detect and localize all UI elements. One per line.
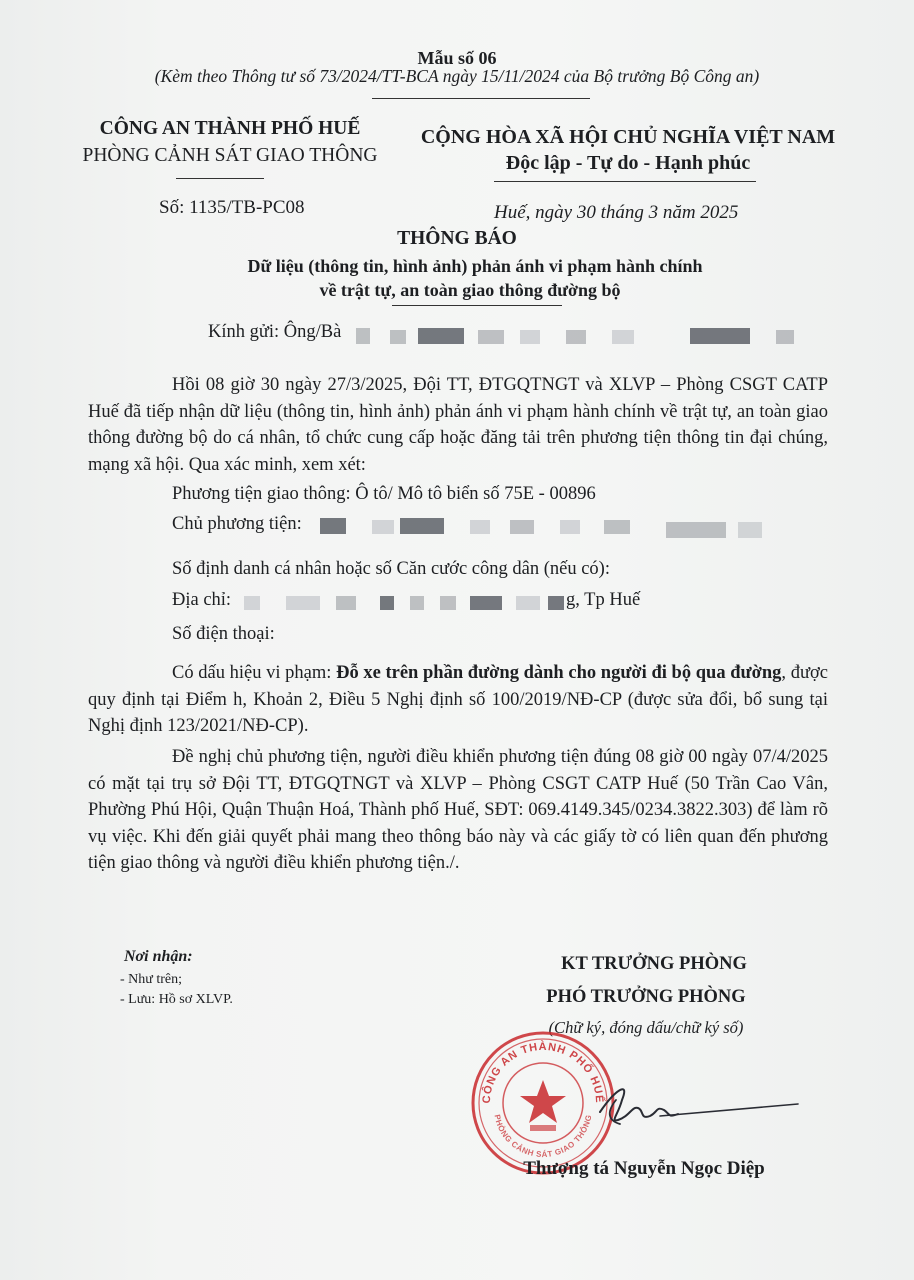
seal-text-bottom: PHÒNG CẢNH SÁT GIAO THÔNG — [492, 1113, 594, 1160]
owner-label: Chủ phương tiện: — [172, 514, 302, 534]
motto-underline — [494, 181, 756, 182]
intro-text: Hồi 08 giờ 30 ngày 27/3/2025, Đội TT, ĐTGQTNGT và XLVP – Phòng CSGT CATP Huế đã tiếp nhận dữ liệu (thông tin, hình ảnh) phản ánh vi phạm hành chính về trật tự, an toàn giao thông đường bộ do cá nhân, tổ chức cung cấp hoặc đăng tải trên phương tiện thông tin đại chúng, mạng xã hội. Qua xác minh, xem xét: — [88, 375, 828, 475]
salutation: Kính gửi: Ông/Bà — [208, 322, 342, 342]
document-number: Số: 1135/TB-PC08 — [159, 197, 305, 218]
violation-legal-basis: , được quy định tại Điểm h, Khoản 2, Điều 5 Nghị định số 100/2019/NĐ-CP (được sửa đổi, bổ sung tại Nghị định 123/2021/NĐ-CP). — [88, 663, 828, 736]
place-and-date: Huế, ngày 30 tháng 3 năm 2025 — [494, 202, 739, 223]
signature-title-2: PHÓ TRƯỞNG PHÒNG — [546, 987, 746, 1007]
address-label: Địa chỉ: — [172, 590, 232, 610]
title-underline — [392, 305, 562, 306]
seal-text-top: CÔNG AN THÀNH PHỐ HUẾ — [480, 1040, 606, 1104]
signer-name: Thượng tá Nguyễn Ngọc Diệp — [523, 1158, 765, 1179]
phone-label: Số điện thoại: — [172, 624, 275, 644]
national-motto: Độc lập - Tự do - Hạnh phúc — [505, 152, 751, 174]
violation-paragraph — [88, 660, 828, 740]
handwritten-signature — [560, 1070, 810, 1140]
form-reference: (Kèm theo Thông tư số 73/2024/TT-BCA ngày 15/11/2024 của Bộ trưởng Bộ Công an) — [154, 66, 760, 86]
form-number: Mẫu số 06 — [417, 48, 497, 68]
vehicle-info: Phương tiện giao thông: Ô tô/ Mô tô biển số 75E - 00896 — [172, 484, 596, 504]
recipient-item: - Lưu: Hồ sơ XLVP. — [120, 992, 233, 1007]
signature-title-1: KT TRƯỞNG PHÒNG — [561, 954, 747, 974]
signature-note: (Chữ ký, đóng dấu/chữ ký số) — [548, 1018, 744, 1037]
department-name: PHÒNG CẢNH SÁT GIAO THÔNG — [82, 145, 378, 166]
notice-subtitle-2: về trật tự, an toàn giao thông đường bộ — [319, 280, 621, 300]
recipient-item: - Như trên; — [120, 972, 183, 987]
notice-subtitle-1: Dữ liệu (thông tin, hình ảnh) phản ánh vi phạm hành chính — [247, 256, 703, 276]
recipients-title: Nơi nhận: — [124, 948, 193, 965]
request-paragraph — [88, 744, 828, 877]
agency-name: CÔNG AN THÀNH PHỐ HUẾ — [99, 118, 361, 139]
intro-paragraph — [88, 372, 828, 478]
nation-name: CỘNG HÒA XÃ HỘI CHỦ NGHĨA VIỆT NAM — [420, 126, 836, 148]
request-text: Đề nghị chủ phương tiện, người điều khiển phương tiện đúng 08 giờ 00 ngày 07/4/2025 có mặt tại trụ sở Đội TT, ĐTGQTNGT và XLVP – Phòng CSGT CATP Huế (50 Trần Cao Vân, Phường Phú Hội, Quận Thuận Hoá, Thành phố Huế, SĐT: 069.4149.345/0234.3822.303) để làm rõ vụ việc. Khi đến giải quyết phải mang theo thông báo này và các giấy tờ có liên quan đến phương tiện giao thông và người điều khiển phương tiện./. — [88, 747, 828, 873]
violation-description: Đỗ xe trên phần đường dành cho người đi bộ qua đường — [336, 663, 782, 683]
address-tail: g, Tp Huế — [566, 590, 641, 610]
notice-title: THÔNG BÁO — [397, 228, 517, 249]
violation-prefix: Có dấu hiệu vi phạm: — [172, 663, 337, 683]
department-underline — [176, 178, 264, 179]
form-reference-underline — [372, 98, 590, 99]
id-number-label: Số định danh cá nhân hoặc số Căn cước công dân (nếu có): — [172, 559, 610, 579]
